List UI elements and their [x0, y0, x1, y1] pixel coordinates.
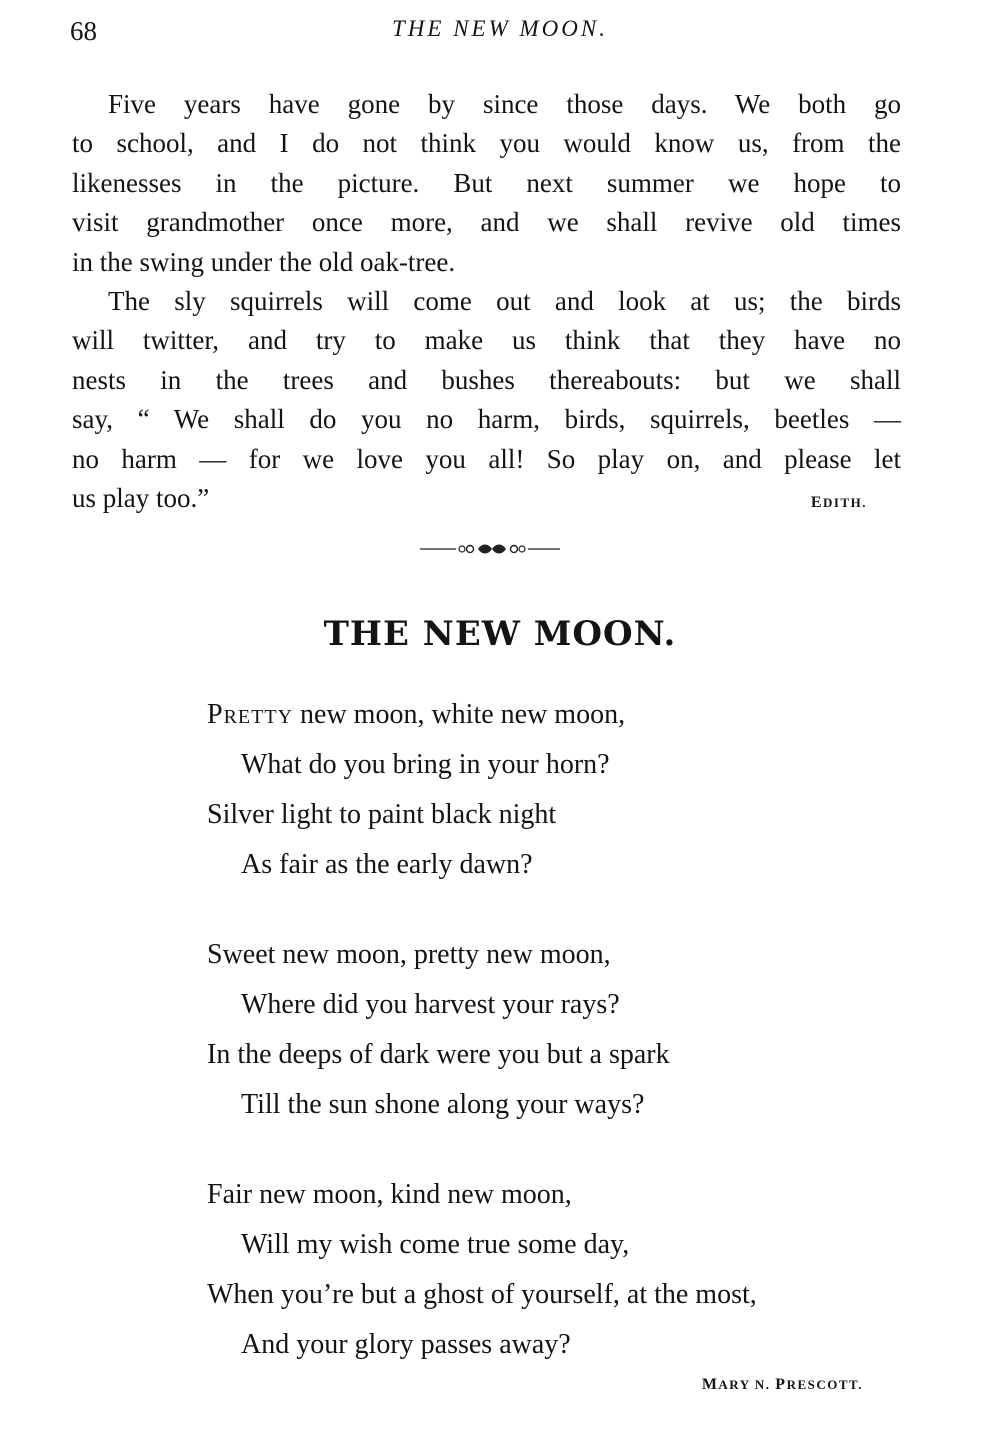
prose-line: visit grandmother once more, and we shall revive old times: [72, 207, 901, 238]
stanza: [207, 935, 757, 1135]
verse-line: Silver light to paint black night: [207, 799, 557, 830]
poem-body: [207, 695, 757, 1415]
verse-line: And your glory passes away?: [241, 1329, 571, 1360]
verse-line: What do you bring in your horn?: [241, 749, 610, 780]
verse-line: Will my wish come true some day,: [241, 1229, 630, 1260]
ornamental-divider: [420, 537, 565, 566]
stanza: [207, 695, 757, 895]
prose-line: likenesses in the picture. But next summer we hope to: [72, 167, 901, 198]
prose-paragraph-1: [72, 85, 901, 282]
poem-title: THE NEW MOON.: [323, 614, 677, 654]
verse-line: In the deeps of dark were you but a spark: [207, 1039, 670, 1070]
prose-line: to school, and I do not think you would know us, from the: [72, 128, 901, 159]
running-title: THE NEW MOON.: [392, 16, 608, 41]
verse-line: When you’re but a ghost of yourself, at the most,: [207, 1279, 757, 1310]
prose-line: no harm — for we love you all! So play on, and please let: [72, 443, 901, 474]
verse-line: Fair new moon, kind new moon,: [207, 1179, 572, 1210]
prose-line: say, “ We shall do you no harm, birds, squirrels, beetles —: [72, 404, 901, 435]
prose-line: us play too.”: [72, 483, 210, 514]
prose-line: Five years have gone by since those days. We both go: [108, 89, 901, 119]
letter-signature: EDITH.: [810, 494, 867, 512]
verse-line: Sweet new moon, pretty new moon,: [207, 939, 611, 970]
verse-line: As fair as the early dawn?: [241, 849, 533, 880]
verse-line: Till the sun shone along your ways?: [241, 1089, 645, 1120]
closing-row: [72, 479, 901, 522]
prose-line: will twitter, and try to make us think that they have no: [72, 325, 901, 356]
prose-line: nests in the trees and bushes thereabouts: but we shall: [72, 364, 901, 395]
page-number: 68: [70, 16, 97, 46]
prose-paragraph-2: [72, 282, 901, 522]
prose-line: The sly squirrels will come out and look at us; the birds: [108, 286, 901, 316]
verse-line: Where did you harvest your rays?: [241, 989, 620, 1020]
prose-line: in the swing under the old oak-tree.: [72, 246, 456, 277]
verse-line: Pretty new moon, white new moon,: [207, 699, 626, 730]
stanza: [207, 1175, 757, 1375]
poem-author: MARY N. PRESCOTT.: [701, 1376, 863, 1393]
